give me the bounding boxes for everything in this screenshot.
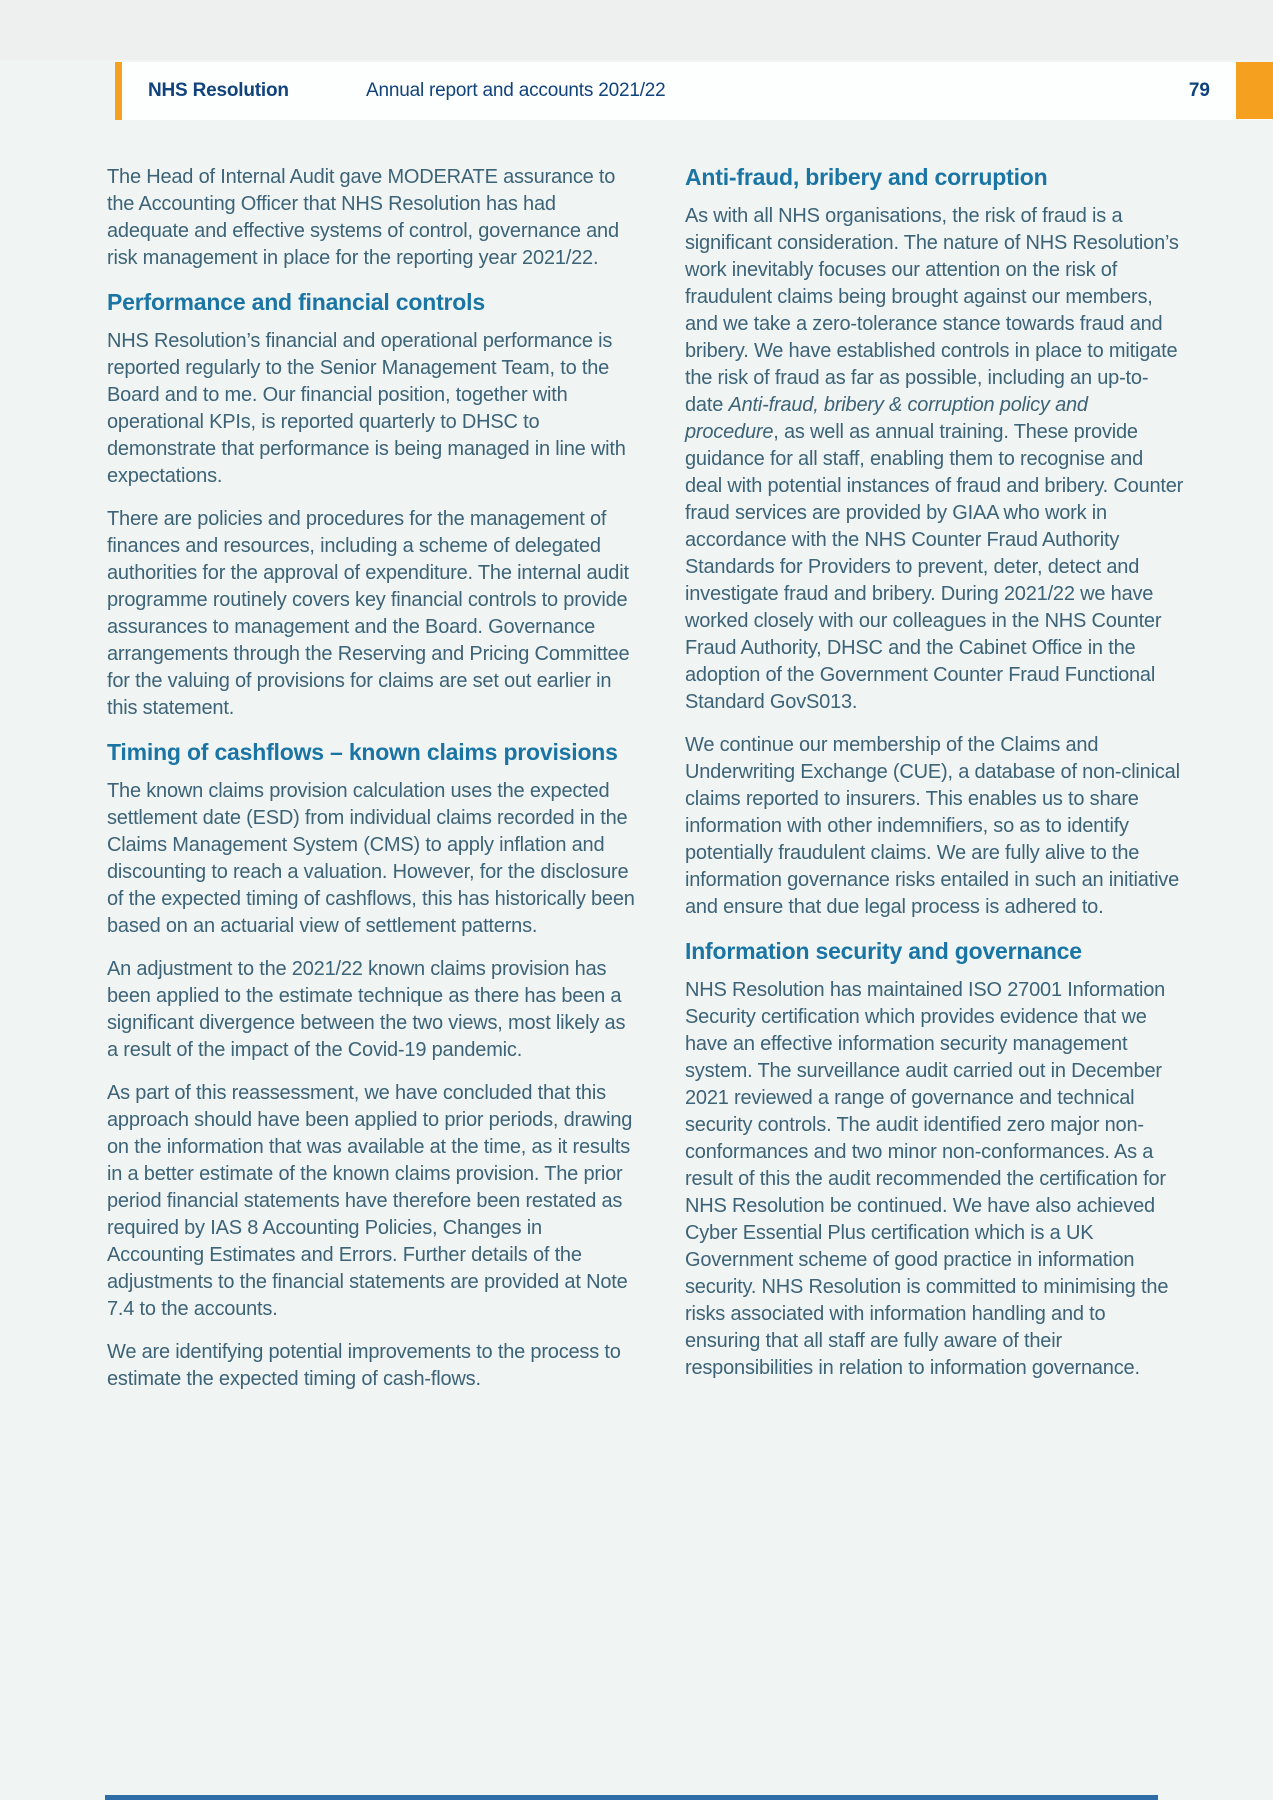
paragraph-performance-reporting: NHS Resolution’s financial and operational performance is reported regularly to the Senior Management Team, to the Board and to me. Our financial position, together with operational KPIs, is reported quarterly to DHSC to demonstrate that performance is being managed in line with expectations. [107,330,626,487]
heading-anti-fraud: Anti-fraud, bribery and corruption [685,164,1048,190]
header-orange-tab [1236,62,1273,119]
paragraph-adjustment: An adjustment to the 2021/22 known claims provision has been applied to the estimate technique as there has been a significant divergence between the two views, most likely as a result of the impact of the Covid-19 pandemic. [107,958,626,1061]
header-page-number: 79 [1188,80,1210,101]
left-column [107,163,635,1409]
header-document-title: Annual report and accounts 2021/22 [366,80,666,101]
heading-timing-of-cashflows: Timing of cashflows – known claims provisions [107,739,618,765]
header-brand: NHS Resolution [148,80,289,101]
paragraph-anti-fraud [685,203,1185,716]
header-accent-bar [115,62,122,120]
anti-fraud-policy-title-italic: Anti-fraud, bribery & corruption policy and procedure [685,394,1088,443]
page-top-band [0,0,1273,60]
page-header [115,62,1273,120]
heading-performance-financial-controls: Performance and financial controls [107,289,485,315]
right-column [685,163,1185,1398]
anti-fraud-text-start: As with all NHS organisations, the risk of fraud is a significant consideration. The nature of NHS Resolution’s work inevitably focuses our attention on the risk of fraudulent claims being brought against our members, and we take a zero-tolerance stance towards fraud and bribery. We have established controls in place to mitigate the risk of fraud as far as possible, including an up-to-date [685,205,1179,416]
anti-fraud-text-end: , as well as annual training. These provide guidance for all staff, enabling them to recognise and deal with potential instances of fraud and bribery. Counter fraud services are provided by GIAA who work in accordance with the NHS Counter Fraud Authority Standards for Providers to prevent, deter, detect and investigate fraud and bribery. During 2021/22 we have worked closely with our colleagues in the NHS Counter Fraud Authority, DHSC and the Cabinet Office in the adoption of the Government Counter Fraud Functional Standard GovS013. [685,421,1184,713]
paragraph-audit-assurance: The Head of Internal Audit gave MODERATE assurance to the Accounting Officer that NHS Resolution has had adequate and effective systems of control, governance and risk management in place for the reporting year 2021/22. [107,166,619,269]
paragraph-information-security: NHS Resolution has maintained ISO 27001 Information Security certification which provides evidence that we have an effective information security management system. The surveillance audit carried out in December 2021 reviewed a range of governance and technical security controls. The audit identified zero major non-conformances and two minor non-conformances. As a result of this the audit recommended the certification for NHS Resolution be continued. We have also achieved Cyber Essential Plus certification which is a UK Government scheme of good practice in information security. NHS Resolution is committed to minimising the risks associated with information handling and to ensuring that all staff are fully aware of their responsibilities in relation to information governance. [685,979,1169,1379]
paragraph-cue-membership: We continue our membership of the Claims and Underwriting Exchange (CUE), a database of non-clinical claims reported to insurers. This enables us to share information with other indemnifiers, so as to identify potentially fraudulent claims. We are fully alive to the information governance risks entailed in such an initiative and ensure that due legal process is adhered to. [685,734,1180,918]
footer-rule [105,1795,1158,1800]
heading-information-security: Information security and governance [685,938,1082,964]
paragraph-known-claims-provision: The known claims provision calculation uses the expected settlement date (ESD) from individual claims recorded in the Claims Management System (CMS) to apply inflation and discounting to reach a valuation. However, for the disclosure of the expected timing of cashflows, this has historically been based on an actuarial view of settlement patterns. [107,780,635,937]
paragraph-improvements: We are identifying potential improvements to the process to estimate the expected timing of cash-flows. [107,1341,621,1390]
paragraph-policies-procedures: There are policies and procedures for the management of finances and resources, including a scheme of delegated authorities for the approval of expenditure. The internal audit programme routinely covers key financial controls to provide assurances to management and the Board. Governance arrangements through the Reserving and Pricing Committee for the valuing of provisions for claims are set out earlier in this statement. [107,508,630,719]
paragraph-reassessment: As part of this reassessment, we have concluded that this approach should have been applied to prior periods, drawing on the information that was available at the time, as it results in a better estimate of the known claims provision. The prior period financial statements have therefore been restated as required by IAS 8 Accounting Policies, Changes in Accounting Estimates and Errors. Further details of the adjustments to the financial statements are provided at Note 7.4 to the accounts. [107,1082,633,1320]
